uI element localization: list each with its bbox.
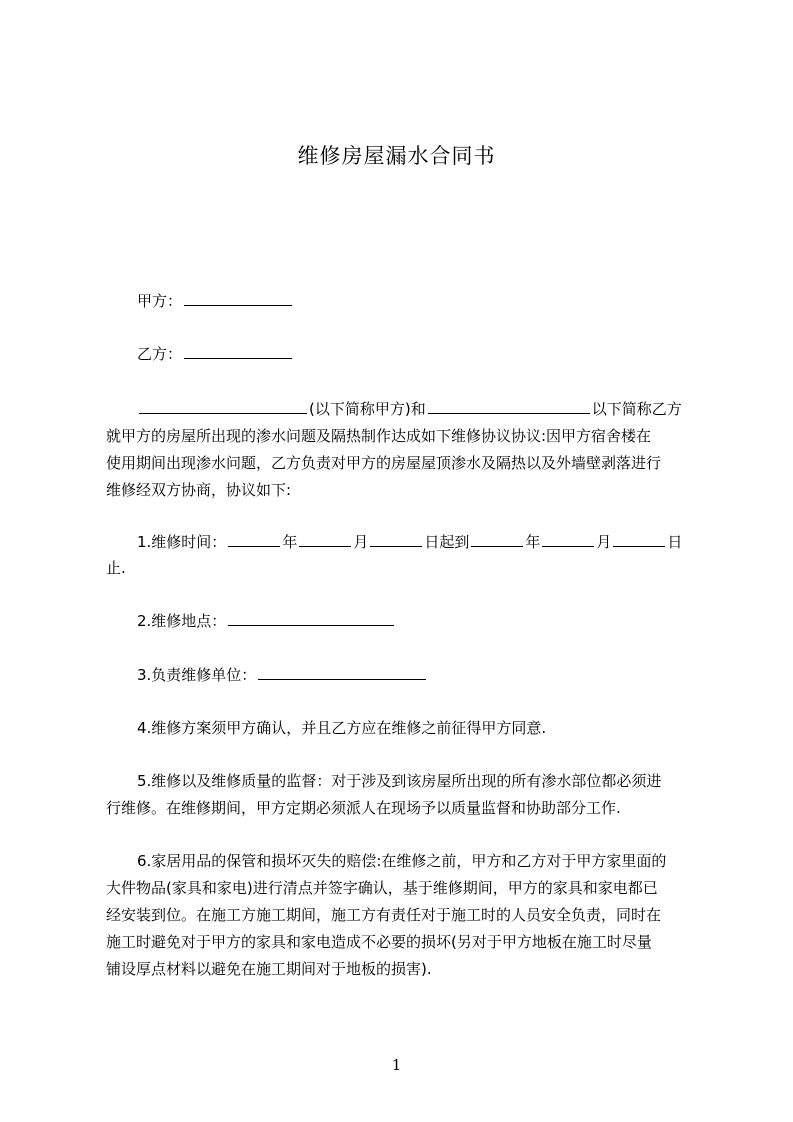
party-b-label: 乙方：: [137, 345, 183, 363]
start-month-label: 月: [353, 533, 369, 551]
clause-5-line-2: 行维修。在维修期间，甲方定期必须派人在现场予以质量监督和协助部分工作.: [106, 799, 621, 817]
party-a-name-blank: [139, 398, 307, 414]
clause-6-line-4: 施工时避免对于甲方的家具和家电造成不必要的损坏(另对于甲方地板在施工时尽量: [106, 933, 652, 951]
clause-1-line-1: [137, 531, 682, 553]
party-a-blank: [184, 290, 292, 306]
page-number: 1: [391, 1056, 402, 1074]
repair-unit-blank: [258, 664, 426, 680]
party-a-line: [137, 290, 294, 312]
clause-3-line: [137, 664, 428, 686]
end-year-label: 年: [525, 533, 541, 551]
location-blank: [228, 610, 394, 626]
clause-1-prefix: 1.维修时间：: [137, 533, 227, 551]
start-month-blank: [299, 531, 351, 547]
party-b-blank: [184, 343, 292, 359]
clause-6-line-5: 铺设厚点材料以避免在施工期间对于地板的损害).: [106, 960, 432, 978]
clause-5-line-1: 5.维修以及维修质量的监督：对于涉及到该房屋所出现的所有渗水部位都必须进: [137, 772, 662, 790]
intro-line-3: 使用期间出现渗水问题，乙方负责对甲方的房屋屋顶渗水及隔热以及外墙壁剥落进行: [106, 454, 662, 472]
intro-text-end: 以下简称乙方: [591, 400, 682, 418]
start-year-label: 年: [282, 533, 298, 551]
start-day-blank: [370, 531, 422, 547]
end-day-blank: [613, 531, 665, 547]
clause-4-line: 4.维修方案须甲方确认，并且乙方应在维修之前征得甲方同意.: [137, 719, 547, 737]
clause-2-line: [137, 610, 396, 632]
clause-2-label: 2.维修地点：: [137, 612, 227, 630]
party-a-label: 甲方：: [137, 292, 183, 310]
intro-line-2: 就甲方的房屋所出现的渗水问题及隔热制作达成如下维修协议协议:因甲方宿舍楼在: [106, 427, 652, 445]
clause-6-line-3: 经安装到位。在施工方施工期间，施工方有责任对于施工时的人员安全负责，同时在: [106, 906, 662, 924]
clause-6-line-1: 6.家居用品的保管和损坏灭失的赔偿:在维修之前，甲方和乙方对于甲方家里面的: [137, 852, 667, 870]
end-month-blank: [542, 531, 594, 547]
document-title: 维修房屋漏水合同书: [297, 144, 496, 168]
start-year-blank: [228, 531, 280, 547]
intro-text-mid: (以下简称甲方)和: [309, 400, 426, 418]
clause-1-tail: 止.: [106, 559, 126, 577]
party-b-line: [137, 343, 294, 365]
start-day-label: 日起到: [424, 533, 470, 551]
end-year-blank: [471, 531, 523, 547]
party-b-name-blank: [428, 398, 590, 414]
clause-3-label: 3.负责维修单位：: [137, 666, 257, 684]
intro-line-1: [137, 398, 682, 420]
end-month-label: 月: [596, 533, 612, 551]
end-day-label: 日: [667, 533, 683, 551]
clause-6-line-2: 大件物品(家具和家电)进行清点并签字确认，基于维修期间，甲方的家具和家电都已: [106, 879, 658, 897]
intro-line-4: 维修经双方协商，协议如下:: [106, 481, 292, 499]
